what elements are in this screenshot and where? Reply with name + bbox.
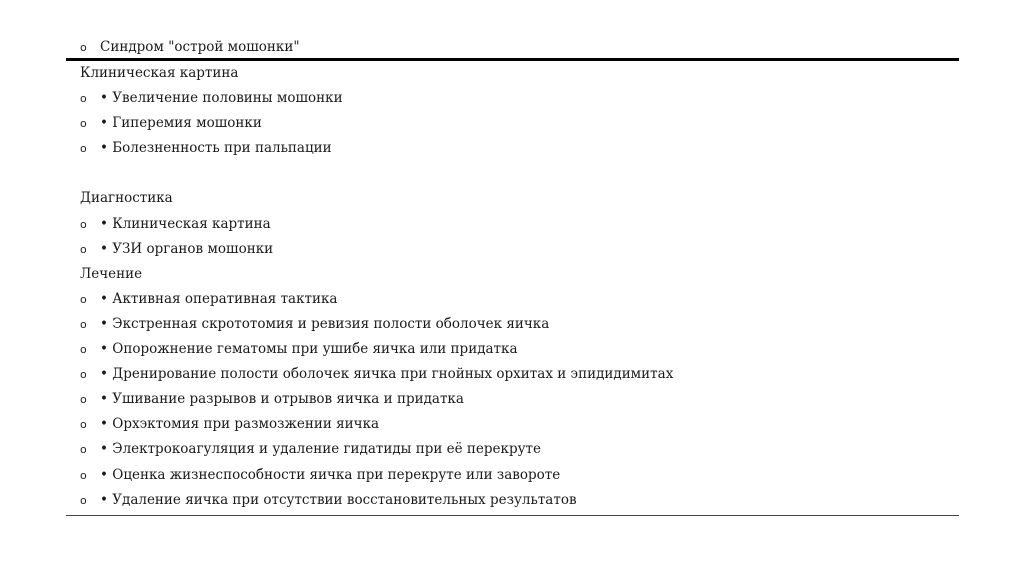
list-item-text: • Гиперемия мошонки [100,115,262,132]
list-item [80,86,950,111]
list-item [80,412,950,437]
list-marker: o [80,393,87,407]
slide-title [80,36,300,58]
list-marker: o [80,217,87,231]
list-item [80,111,950,136]
list-item [80,136,950,161]
list-item-text: • Активная оперативная тактика [100,290,338,307]
list-item-text: • Клиническая картина [100,215,271,232]
list-item [80,237,950,262]
slide-title-text: Синдром "острой мошонки" [100,39,300,55]
list-marker: o [80,292,87,306]
list-item-text: • Орхэктомия при размозжении яичка [100,416,380,433]
list-marker: o [80,317,87,331]
list-item-text: • Оценка жизнеспособности яичка при перекруте или завороте [100,466,561,483]
list-marker: o [80,117,87,131]
spacer [80,161,950,186]
section-heading-diagnostics: Диагностика [80,190,173,207]
list-item-text: • Удаление яичка при отсутствии восстановительных результатов [100,491,577,508]
list-marker: o [80,242,87,256]
list-marker: o [80,443,87,457]
list-item-text: • Ушивание разрывов и отрывов яичка и придатка [100,391,464,408]
list-item [80,437,950,462]
bottom-divider [66,515,959,516]
list-item [80,387,950,412]
list-item [80,362,950,387]
list-marker: o [80,418,87,432]
list-item-text: • УЗИ органов мошонки [100,240,274,257]
list-item [80,488,950,513]
list-item [80,287,950,312]
list-marker: o [80,92,87,106]
list-marker: o [80,142,87,156]
list-item-text: • Электрокоагуляция и удаление гидатиды при её перекруте [100,441,542,458]
list-item [80,337,950,362]
list-marker: o [80,343,87,357]
list-item [80,463,950,488]
list-item-text: • Опорожнение гематомы при ушибе яичка или придатка [100,341,518,358]
list-marker: o [80,40,87,54]
list-item [80,312,950,337]
section-heading-treatment: Лечение [80,265,143,282]
list-item-text: • Увеличение половины мошонки [100,90,343,107]
section-heading-clinical: Клиническая картина [80,65,239,81]
list-item-text: • Дренирование полости оболочек яичка при гнойных орхитах и эпидидимитах [100,366,674,383]
list-marker: o [80,493,87,507]
list-item-text: • Экстренная скрототомия и ревизия полости оболочек яичка [100,315,550,332]
list-marker: o [80,468,87,482]
content-list [80,61,950,513]
list-item-text: • Болезненность при пальпации [100,140,332,157]
list-item [80,212,950,237]
list-marker: o [80,368,87,382]
